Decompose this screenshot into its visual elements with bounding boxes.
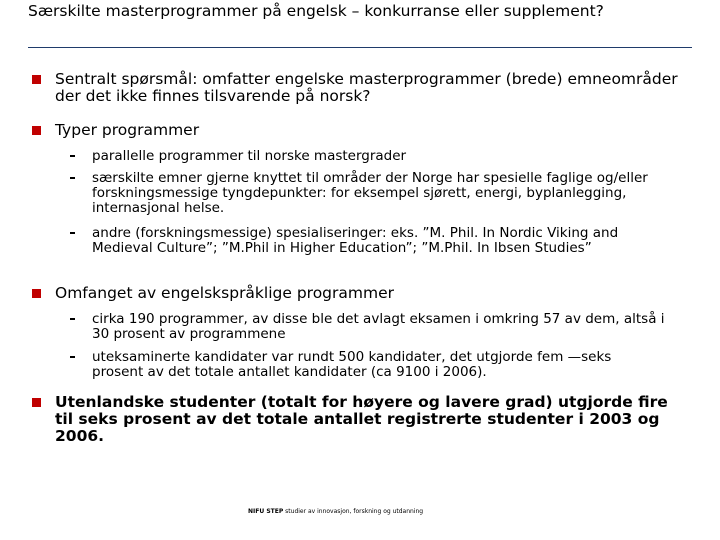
subbullet-dash-icon [70, 177, 75, 179]
subbullet-dash-icon [70, 155, 75, 157]
subbullet-dash-icon [70, 356, 75, 358]
bullet-text: Utenlandske studenter (totalt for høyere og lavere grad) utgjorde fire til seks prosent av det totale antallet registrerte studenter i 2003 og 2006. [55, 393, 668, 445]
bullet-square-icon [32, 126, 41, 135]
subbullet-text: cirka 190 programmer, av disse ble det avlagt eksamen i omkring 57 av dem, altså i 30 prosent av programmene [92, 311, 665, 342]
bullet-square-icon [32, 289, 41, 298]
bullet-text: Sentralt spørsmål: omfatter engelske masterprogrammer (brede) emneområder der det ikke finnes tilsvarende på norsk? [55, 70, 678, 105]
subbullet-text: uteksaminerte kandidater var rundt 500 kandidater, det utgjorde fem —seks prosent av det totale antallet kandidater (ca 9100 i 2006). [92, 349, 612, 380]
subbullet-special-topics [70, 171, 665, 216]
subbullet-graduates [70, 350, 665, 380]
bullet-text: Omfanget av engelskspråklige programmer [55, 284, 394, 302]
footer [248, 508, 423, 515]
subbullet-dash-icon [70, 318, 75, 320]
subbullet-text: særskilte emner gjerne knyttet til områder der Norge har spesielle faglige og/eller forskningsmessige tyngdepunkter: for eksempel sjørett, energi, byplanlegging, internasjonal helse. [92, 170, 648, 216]
slide-title: Særskilte masterprogrammer på engelsk – konkurranse eller supplement? [28, 2, 604, 20]
bullet-square-icon [32, 75, 41, 84]
title-divider [28, 47, 692, 48]
subbullet-parallel-programs [70, 149, 665, 164]
bullet-square-icon [32, 398, 41, 407]
bullet-text: Typer programmer [55, 121, 200, 139]
footer-tagline: studier av innovasjon, forskning og utdanning [285, 508, 424, 515]
bullet-central-question [32, 71, 682, 105]
subbullet-text: parallelle programmer til norske mastergrader [92, 148, 407, 164]
subbullet-text: andre (forskningsmessige) spesialiseringer: eks. ”M. Phil. In Nordic Viking and Medieval Culture”; ”M.Phil in Higher Education”; ”M.Phil. In Ibsen Studies” [92, 225, 619, 256]
bullet-foreign-students [32, 394, 682, 445]
subbullet-other-specializations [70, 226, 665, 256]
footer-brand: NIFU STEP [248, 508, 284, 515]
subbullet-program-count [70, 312, 665, 342]
bullet-program-types [32, 122, 682, 139]
bullet-scope [32, 285, 682, 302]
subbullet-dash-icon [70, 232, 75, 234]
